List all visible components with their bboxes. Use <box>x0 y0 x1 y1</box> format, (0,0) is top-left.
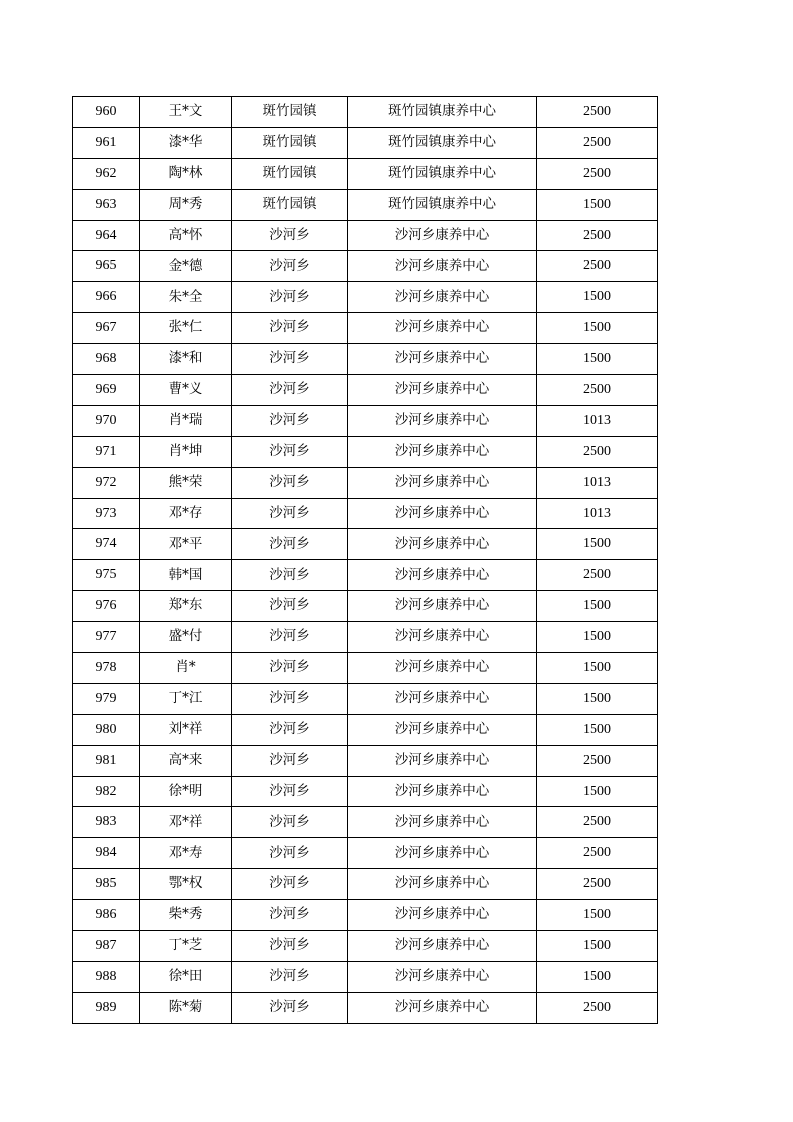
table-row <box>73 961 658 992</box>
person-name-cell: 邓*存 <box>140 498 232 529</box>
person-name-cell: 韩*国 <box>140 560 232 591</box>
person-name-cell: 金*德 <box>140 251 232 282</box>
table-row <box>73 97 658 128</box>
amount-cell: 2500 <box>537 97 658 128</box>
amount-cell: 1500 <box>537 900 658 931</box>
serial-number-cell: 975 <box>73 560 140 591</box>
amount-cell: 2500 <box>537 992 658 1023</box>
township-cell: 斑竹园镇 <box>232 158 348 189</box>
care-center-cell: 沙河乡康养中心 <box>348 498 537 529</box>
serial-number-cell: 967 <box>73 313 140 344</box>
amount-cell: 1500 <box>537 653 658 684</box>
serial-number-cell: 971 <box>73 436 140 467</box>
table-row <box>73 344 658 375</box>
serial-number-cell: 972 <box>73 467 140 498</box>
person-name-cell: 漆*华 <box>140 127 232 158</box>
care-center-cell: 沙河乡康养中心 <box>348 714 537 745</box>
amount-cell: 1500 <box>537 189 658 220</box>
care-center-cell: 沙河乡康养中心 <box>348 560 537 591</box>
serial-number-cell: 962 <box>73 158 140 189</box>
care-center-cell: 沙河乡康养中心 <box>348 375 537 406</box>
serial-number-cell: 960 <box>73 97 140 128</box>
person-name-cell: 郑*东 <box>140 591 232 622</box>
serial-number-cell: 981 <box>73 745 140 776</box>
township-cell: 沙河乡 <box>232 529 348 560</box>
table-row <box>73 405 658 436</box>
person-name-cell: 漆*和 <box>140 344 232 375</box>
person-name-cell: 张*仁 <box>140 313 232 344</box>
person-name-cell: 丁*芝 <box>140 931 232 962</box>
serial-number-cell: 968 <box>73 344 140 375</box>
table-row <box>73 158 658 189</box>
table-row <box>73 375 658 406</box>
care-center-cell: 沙河乡康养中心 <box>348 900 537 931</box>
table-row <box>73 900 658 931</box>
amount-cell: 2500 <box>537 869 658 900</box>
table-row <box>73 591 658 622</box>
person-name-cell: 邓*祥 <box>140 807 232 838</box>
table-row <box>73 776 658 807</box>
amount-cell: 1500 <box>537 622 658 653</box>
table-row <box>73 931 658 962</box>
serial-number-cell: 987 <box>73 931 140 962</box>
township-cell: 沙河乡 <box>232 683 348 714</box>
township-cell: 沙河乡 <box>232 961 348 992</box>
care-center-cell: 沙河乡康养中心 <box>348 591 537 622</box>
person-name-cell: 朱*全 <box>140 282 232 313</box>
person-name-cell: 陈*菊 <box>140 992 232 1023</box>
serial-number-cell: 985 <box>73 869 140 900</box>
care-center-cell: 斑竹园镇康养中心 <box>348 189 537 220</box>
table-row <box>73 436 658 467</box>
person-name-cell: 陶*林 <box>140 158 232 189</box>
amount-cell: 2500 <box>537 807 658 838</box>
serial-number-cell: 964 <box>73 220 140 251</box>
care-center-cell: 沙河乡康养中心 <box>348 220 537 251</box>
township-cell: 沙河乡 <box>232 467 348 498</box>
amount-cell: 2500 <box>537 838 658 869</box>
amount-cell: 1500 <box>537 714 658 745</box>
township-cell: 斑竹园镇 <box>232 97 348 128</box>
care-center-cell: 沙河乡康养中心 <box>348 745 537 776</box>
table-row <box>73 467 658 498</box>
serial-number-cell: 983 <box>73 807 140 838</box>
township-cell: 沙河乡 <box>232 931 348 962</box>
amount-cell: 1500 <box>537 282 658 313</box>
amount-cell: 1500 <box>537 344 658 375</box>
serial-number-cell: 976 <box>73 591 140 622</box>
township-cell: 沙河乡 <box>232 807 348 838</box>
care-center-cell: 沙河乡康养中心 <box>348 436 537 467</box>
township-cell: 沙河乡 <box>232 375 348 406</box>
care-center-cell: 沙河乡康养中心 <box>348 807 537 838</box>
care-center-cell: 沙河乡康养中心 <box>348 838 537 869</box>
amount-cell: 1500 <box>537 529 658 560</box>
care-center-cell: 沙河乡康养中心 <box>348 467 537 498</box>
table-row <box>73 714 658 745</box>
table-row <box>73 127 658 158</box>
care-center-cell: 斑竹园镇康养中心 <box>348 158 537 189</box>
serial-number-cell: 988 <box>73 961 140 992</box>
care-center-cell: 沙河乡康养中心 <box>348 313 537 344</box>
subsidy-roster-table <box>72 96 658 1024</box>
table-row <box>73 622 658 653</box>
person-name-cell: 徐*田 <box>140 961 232 992</box>
serial-number-cell: 984 <box>73 838 140 869</box>
table-row <box>73 251 658 282</box>
table-row <box>73 220 658 251</box>
township-cell: 沙河乡 <box>232 344 348 375</box>
amount-cell: 1500 <box>537 683 658 714</box>
table-row <box>73 282 658 313</box>
table-row <box>73 313 658 344</box>
township-cell: 沙河乡 <box>232 405 348 436</box>
township-cell: 沙河乡 <box>232 653 348 684</box>
person-name-cell: 高*怀 <box>140 220 232 251</box>
care-center-cell: 沙河乡康养中心 <box>348 992 537 1023</box>
table-row <box>73 807 658 838</box>
township-cell: 沙河乡 <box>232 745 348 776</box>
person-name-cell: 高*来 <box>140 745 232 776</box>
serial-number-cell: 986 <box>73 900 140 931</box>
amount-cell: 2500 <box>537 220 658 251</box>
amount-cell: 1500 <box>537 591 658 622</box>
person-name-cell: 肖*坤 <box>140 436 232 467</box>
serial-number-cell: 966 <box>73 282 140 313</box>
township-cell: 沙河乡 <box>232 622 348 653</box>
care-center-cell: 沙河乡康养中心 <box>348 344 537 375</box>
township-cell: 沙河乡 <box>232 591 348 622</box>
amount-cell: 2500 <box>537 251 658 282</box>
township-cell: 斑竹园镇 <box>232 189 348 220</box>
township-cell: 沙河乡 <box>232 714 348 745</box>
table-row <box>73 498 658 529</box>
amount-cell: 1500 <box>537 931 658 962</box>
person-name-cell: 刘*祥 <box>140 714 232 745</box>
care-center-cell: 沙河乡康养中心 <box>348 282 537 313</box>
person-name-cell: 熊*荣 <box>140 467 232 498</box>
table-row <box>73 869 658 900</box>
table-row <box>73 838 658 869</box>
serial-number-cell: 978 <box>73 653 140 684</box>
care-center-cell: 沙河乡康养中心 <box>348 961 537 992</box>
amount-cell: 2500 <box>537 127 658 158</box>
township-cell: 沙河乡 <box>232 498 348 529</box>
township-cell: 沙河乡 <box>232 560 348 591</box>
serial-number-cell: 973 <box>73 498 140 529</box>
table-row <box>73 745 658 776</box>
serial-number-cell: 974 <box>73 529 140 560</box>
document-page <box>72 96 657 1024</box>
township-cell: 沙河乡 <box>232 251 348 282</box>
township-cell: 沙河乡 <box>232 838 348 869</box>
person-name-cell: 邓*寿 <box>140 838 232 869</box>
township-cell: 沙河乡 <box>232 869 348 900</box>
person-name-cell: 王*文 <box>140 97 232 128</box>
township-cell: 沙河乡 <box>232 900 348 931</box>
serial-number-cell: 961 <box>73 127 140 158</box>
amount-cell: 1013 <box>537 498 658 529</box>
amount-cell: 2500 <box>537 745 658 776</box>
care-center-cell: 沙河乡康养中心 <box>348 251 537 282</box>
serial-number-cell: 980 <box>73 714 140 745</box>
amount-cell: 1500 <box>537 313 658 344</box>
serial-number-cell: 969 <box>73 375 140 406</box>
township-cell: 沙河乡 <box>232 992 348 1023</box>
amount-cell: 2500 <box>537 158 658 189</box>
amount-cell: 1013 <box>537 405 658 436</box>
serial-number-cell: 977 <box>73 622 140 653</box>
serial-number-cell: 963 <box>73 189 140 220</box>
care-center-cell: 沙河乡康养中心 <box>348 622 537 653</box>
table-row <box>73 992 658 1023</box>
amount-cell: 2500 <box>537 375 658 406</box>
township-cell: 沙河乡 <box>232 220 348 251</box>
care-center-cell: 沙河乡康养中心 <box>348 405 537 436</box>
person-name-cell: 肖*瑞 <box>140 405 232 436</box>
person-name-cell: 邓*平 <box>140 529 232 560</box>
table-row <box>73 189 658 220</box>
amount-cell: 2500 <box>537 560 658 591</box>
person-name-cell: 曹*义 <box>140 375 232 406</box>
serial-number-cell: 989 <box>73 992 140 1023</box>
township-cell: 沙河乡 <box>232 776 348 807</box>
serial-number-cell: 982 <box>73 776 140 807</box>
amount-cell: 1013 <box>537 467 658 498</box>
amount-cell: 2500 <box>537 436 658 467</box>
person-name-cell: 徐*明 <box>140 776 232 807</box>
township-cell: 沙河乡 <box>232 436 348 467</box>
amount-cell: 1500 <box>537 961 658 992</box>
person-name-cell: 柴*秀 <box>140 900 232 931</box>
person-name-cell: 肖* <box>140 653 232 684</box>
person-name-cell: 盛*付 <box>140 622 232 653</box>
care-center-cell: 沙河乡康养中心 <box>348 931 537 962</box>
township-cell: 沙河乡 <box>232 313 348 344</box>
serial-number-cell: 979 <box>73 683 140 714</box>
amount-cell: 1500 <box>537 776 658 807</box>
care-center-cell: 沙河乡康养中心 <box>348 683 537 714</box>
table-row <box>73 529 658 560</box>
person-name-cell: 周*秀 <box>140 189 232 220</box>
care-center-cell: 沙河乡康养中心 <box>348 529 537 560</box>
person-name-cell: 鄂*权 <box>140 869 232 900</box>
township-cell: 斑竹园镇 <box>232 127 348 158</box>
table-body <box>73 97 658 1024</box>
care-center-cell: 沙河乡康养中心 <box>348 869 537 900</box>
care-center-cell: 沙河乡康养中心 <box>348 776 537 807</box>
serial-number-cell: 970 <box>73 405 140 436</box>
table-row <box>73 683 658 714</box>
township-cell: 沙河乡 <box>232 282 348 313</box>
care-center-cell: 斑竹园镇康养中心 <box>348 127 537 158</box>
person-name-cell: 丁*江 <box>140 683 232 714</box>
table-row <box>73 653 658 684</box>
table-row <box>73 560 658 591</box>
serial-number-cell: 965 <box>73 251 140 282</box>
care-center-cell: 沙河乡康养中心 <box>348 653 537 684</box>
care-center-cell: 斑竹园镇康养中心 <box>348 97 537 128</box>
